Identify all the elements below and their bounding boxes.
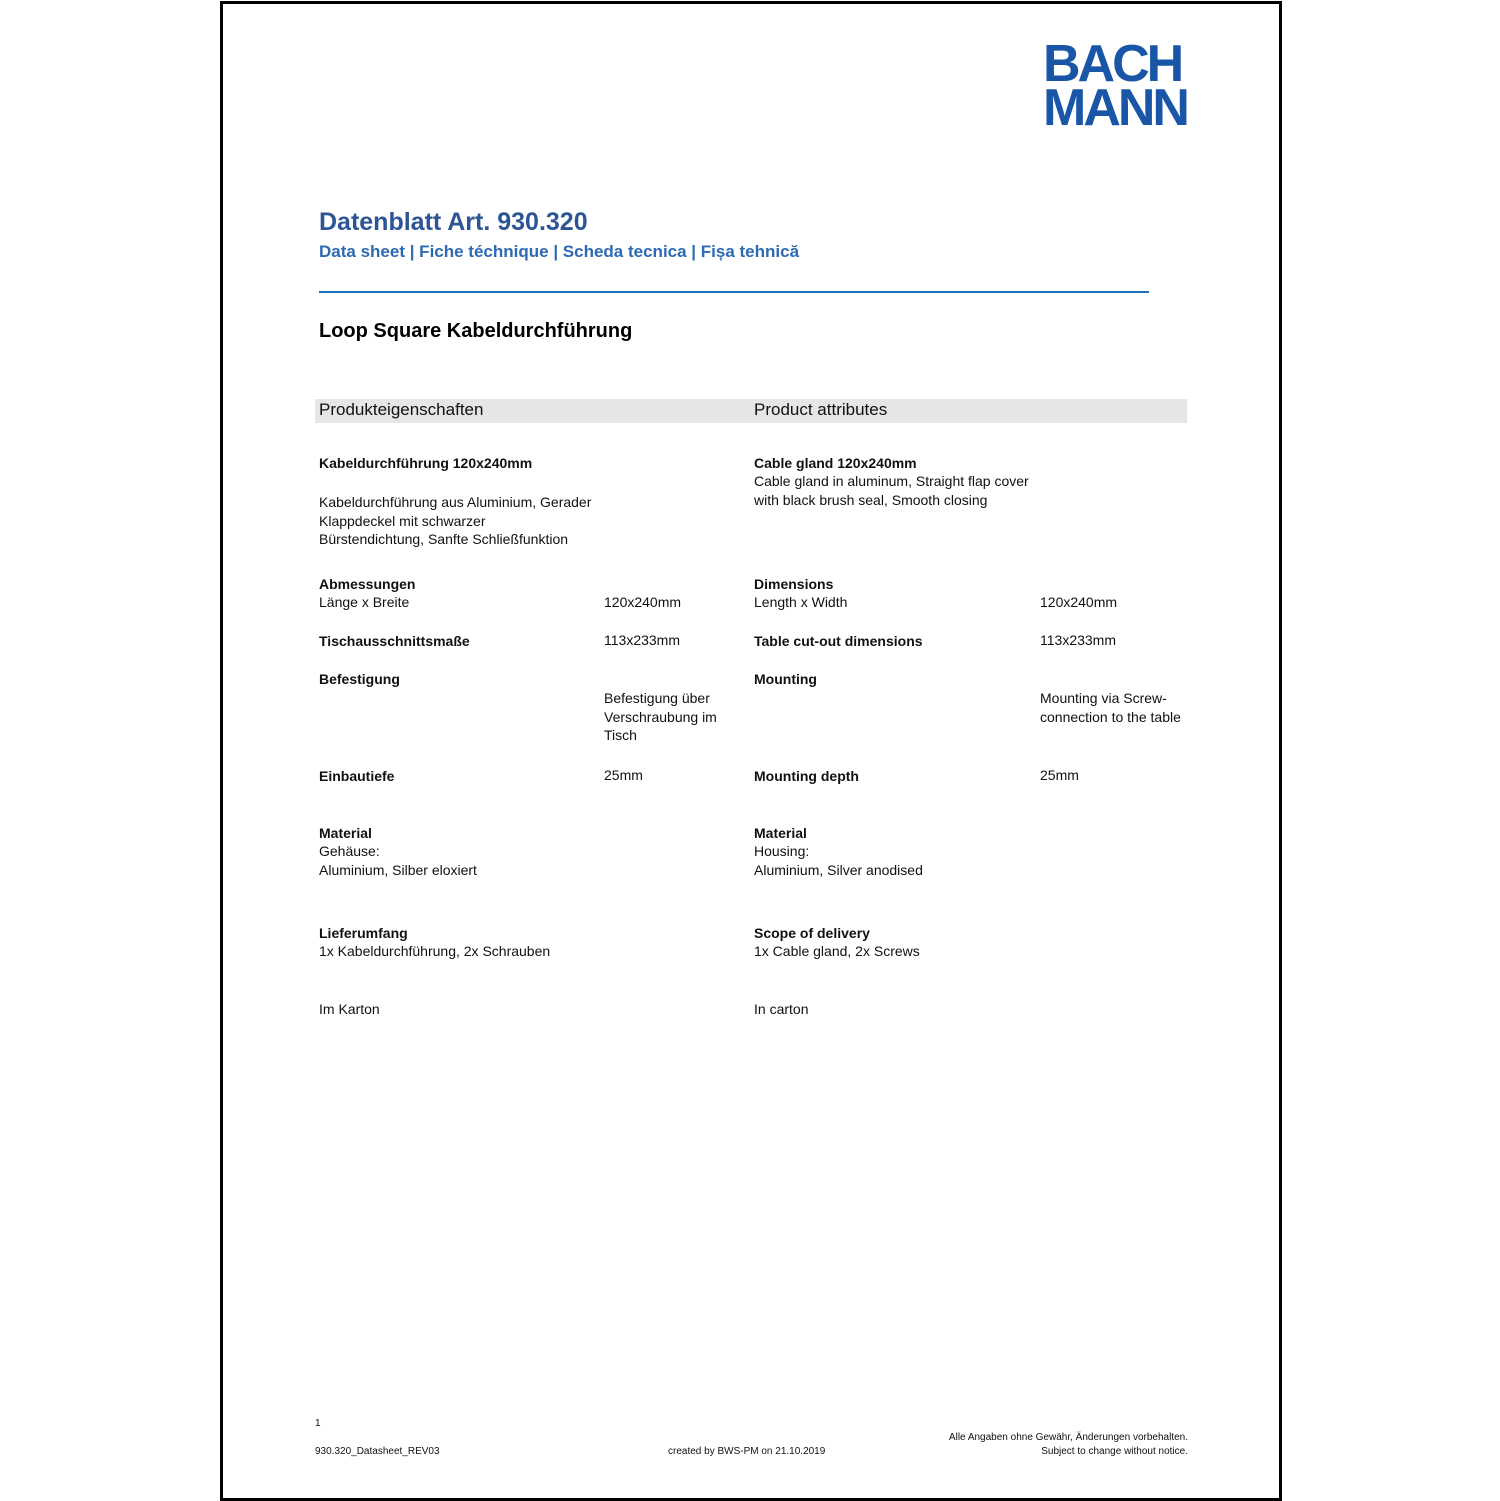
- footer-disclaimer-en: Subject to change without notice.: [1041, 1446, 1188, 1457]
- en-mounting-value: Mounting via Screw- connection to the table: [1040, 690, 1181, 725]
- de-delivery-value: 1x Kabeldurchführung, 2x Schrauben: [319, 943, 551, 959]
- en-delivery-value: 1x Cable gland, 2x Screws: [754, 943, 920, 959]
- en-material-label: Material: [754, 825, 807, 841]
- de-cutout-value: 113x233mm: [604, 632, 681, 648]
- page-number: 1: [315, 1418, 321, 1429]
- de-depth-value: 25mm: [604, 767, 643, 783]
- de-material-lines: Gehäuse: Aluminium, Silber eloxiert: [319, 843, 477, 878]
- header-divider: [319, 291, 1149, 293]
- footer-disclaimer-de: Alle Angaben ohne Gewähr, Änderungen vorbehalten.: [948, 1432, 1188, 1443]
- de-mounting-value: Befestigung über Verschraubung im Tisch: [604, 690, 717, 743]
- de-cutout-label: Tischausschnittsmaße: [319, 633, 470, 649]
- en-dimensions-sub: Length x Width: [754, 594, 848, 610]
- de-description: Kabeldurchführung aus Aluminium, Gerader Klappdeckel mit schwarzer Bürstendichtung, Sanfte Schließfunktion: [319, 494, 592, 547]
- de-depth-label: Einbautiefe: [319, 768, 395, 784]
- en-item-title: Cable gland 120x240mm: [754, 455, 917, 471]
- de-dimensions-sub: Länge x Breite: [319, 594, 410, 610]
- en-dimensions-label: Dimensions: [754, 576, 834, 592]
- en-depth-label: Mounting depth: [754, 768, 859, 784]
- de-delivery-label: Lieferumfang: [319, 925, 408, 941]
- de-mounting-label: Befestigung: [319, 671, 400, 687]
- de-item-title: Kabeldurchführung 120x240mm: [319, 455, 533, 471]
- footer-doc-id: 930.320_Datasheet_REV03: [315, 1446, 440, 1457]
- footer-created: created by BWS-PM on 21.10.2019: [668, 1446, 826, 1457]
- page-subtitle: Data sheet | Fiche téchnique | Scheda tecnica | Fișa tehnică: [319, 242, 800, 261]
- section-label-de: Produkteigenschaften: [319, 400, 484, 419]
- en-packaging: In carton: [754, 1001, 809, 1017]
- datasheet-page: [220, 1, 1282, 1501]
- en-depth-value: 25mm: [1040, 767, 1079, 783]
- de-dimensions-label: Abmessungen: [319, 576, 416, 592]
- page-title: Datenblatt Art. 930.320: [319, 208, 588, 236]
- en-cutout-label: Table cut-out dimensions: [754, 633, 923, 649]
- en-cutout-value: 113x233mm: [1040, 632, 1117, 648]
- en-mounting-label: Mounting: [754, 671, 817, 687]
- product-name: Loop Square Kabeldurchführung: [319, 320, 633, 342]
- en-description: Cable gland in aluminum, Straight flap cover with black brush seal, Smooth closing: [754, 473, 1029, 508]
- de-material-label: Material: [319, 825, 372, 841]
- en-dimensions-value: 120x240mm: [1040, 594, 1118, 610]
- de-packaging: Im Karton: [319, 1001, 380, 1017]
- bachmann-logo: BACH MANN: [1043, 35, 1187, 137]
- en-delivery-label: Scope of delivery: [754, 925, 870, 941]
- de-dimensions-value: 120x240mm: [604, 594, 682, 610]
- section-label-en: Product attributes: [754, 400, 888, 419]
- en-material-lines: Housing: Aluminium, Silver anodised: [754, 843, 923, 878]
